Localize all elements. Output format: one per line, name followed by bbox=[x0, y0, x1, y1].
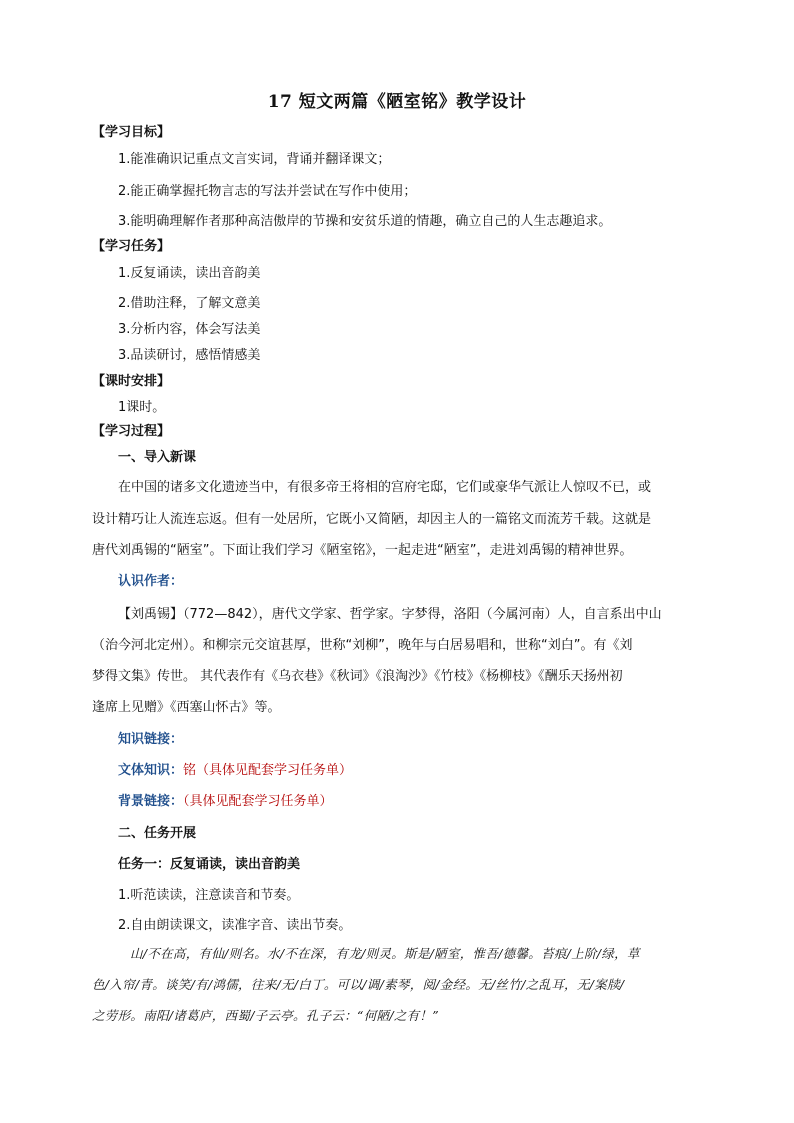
task-item: 1.反复诵读，读出音韵美 bbox=[118, 266, 261, 281]
author-label: 认识作者： bbox=[118, 574, 184, 589]
genre-note: （具体见配套学习任务单） bbox=[196, 763, 353, 778]
author-line: 【刘禹锡】（772—842），唐代文学家、哲学家。字梦得，洛阳（今属河南）人，自言系出中山 bbox=[118, 607, 662, 622]
poem-line: 色/入帘/青。谈笑/有/鸿儒，往来/无/白丁。可以/调/素琴，阅/金经。无/丝竹/之乱耳，无/案牍/ bbox=[92, 977, 625, 992]
poem-text bbox=[92, 969, 712, 1031]
author-line: （治今河北定州）。和柳宗元交谊甚厚，世称“刘柳”，晚年与白居易唱和，世称“刘白”。有《刘 bbox=[92, 638, 633, 653]
task-item: 2.借助注释，了解文意美 bbox=[118, 296, 261, 311]
schedule-text: 1课时。 bbox=[118, 400, 166, 415]
author-line: 梦得文集》传世。 其代表作有《乌衣巷》《秋词》《浪淘沙》《竹枝》《杨柳枝》《酬乐天扬州初 bbox=[92, 669, 623, 684]
intro-line: 设计精巧让人流连忘返。但有一处居所，它既小又简陋，却因主人的一篇铭文而流芳千载。这就是 bbox=[92, 512, 652, 527]
tasks-heading: 【学习任务】 bbox=[92, 239, 171, 254]
task1-heading: 任务一：反复诵读，读出音韵美 bbox=[118, 857, 301, 872]
section-intro-heading: 一、导入新课 bbox=[118, 450, 197, 465]
section-tasks-heading: 二、任务开展 bbox=[118, 826, 197, 841]
background-note: （具体见配套学习任务单） bbox=[183, 794, 333, 809]
author-line: 逢席上见赠》《西塞山怀古》等。 bbox=[92, 700, 281, 715]
objectives-heading: 【学习目标】 bbox=[92, 125, 171, 140]
genre-label: 文体知识： bbox=[118, 763, 184, 778]
knowledge-link-label: 知识链接： bbox=[118, 732, 184, 747]
poem-line: 山/不在高，有仙/则名。水/不在深，有龙/则灵。斯是/陋室，惟吾/德馨。苔痕/上阶/绿，草 bbox=[130, 946, 640, 961]
genre-value: 铭 bbox=[183, 763, 197, 778]
poem-text bbox=[130, 938, 710, 969]
objective-item: 1.能准确识记重点文言实词，背诵并翻译课文； bbox=[118, 152, 391, 167]
poem-line: 之劳形。南阳/诸葛庐，西蜀/子云亭。孔子云：“何陋/之有！” bbox=[92, 1008, 439, 1023]
objective-item: 2.能正确掌握托物言志的写法并尝试在写作中使用； bbox=[118, 184, 417, 199]
intro-line: 唐代刘禹锡的“陋室”。下面让我们学习《陋室铭》，一起走进“陋室”，走进刘禹锡的精神世界。 bbox=[92, 543, 633, 558]
step-item: 2.自由朗读课文，读准字音、读出节奏。 bbox=[118, 918, 352, 933]
background-link-line bbox=[118, 790, 333, 809]
page-title: 17 短文两篇《陋室铭》教学设计 bbox=[267, 92, 527, 112]
objective-item: 3.能明确理解作者那种高洁傲岸的节操和安贫乐道的情趣，确立自己的人生志趣追求。 bbox=[118, 214, 612, 229]
schedule-heading: 【课时安排】 bbox=[92, 374, 171, 389]
genre-knowledge-line bbox=[118, 759, 352, 778]
background-label: 背景链接： bbox=[118, 794, 184, 809]
task-item: 3.分析内容，体会写法美 bbox=[118, 322, 261, 337]
step-item: 1.听范读读，注意读音和节奏。 bbox=[118, 888, 300, 903]
process-heading: 【学习过程】 bbox=[92, 424, 171, 439]
task-item: 3.品读研讨，感悟情感美 bbox=[118, 348, 261, 363]
intro-line: 在中国的诸多文化遗迹当中，有很多帝王将相的宫府宅邸，它们或豪华气派让人惊叹不已，或 bbox=[118, 480, 652, 495]
